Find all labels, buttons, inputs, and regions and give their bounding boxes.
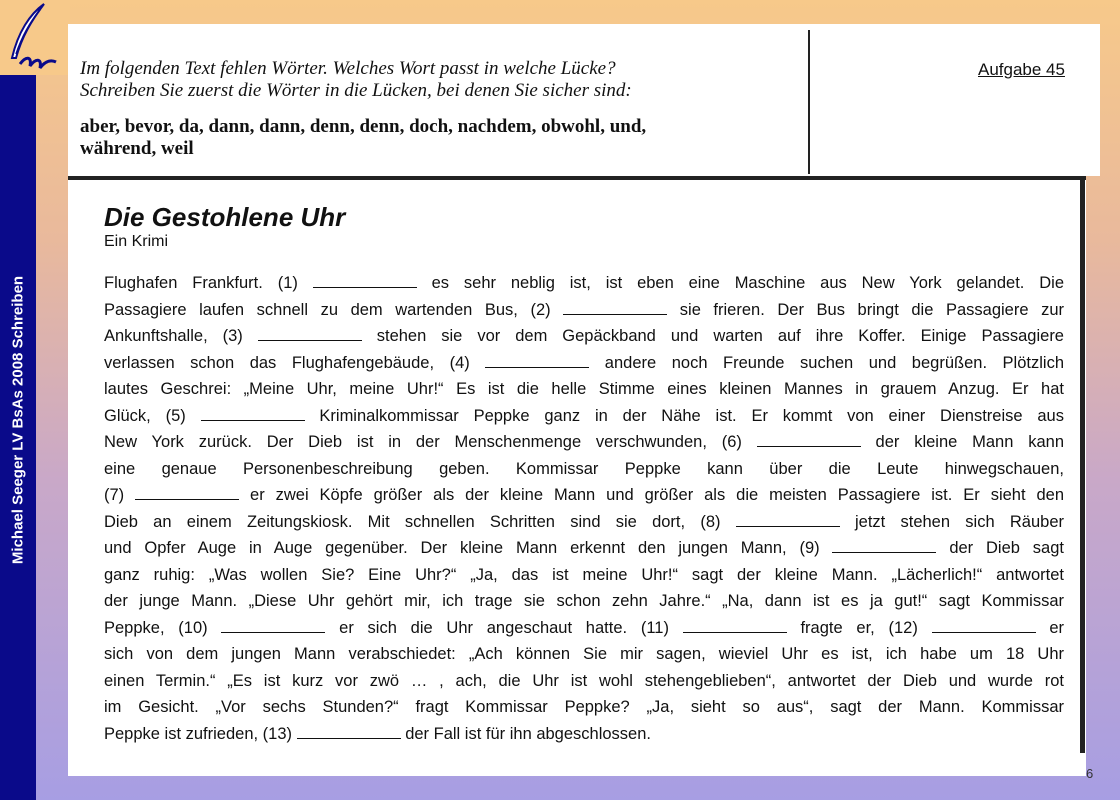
story-text-segment: eine genaue Personenbeschreibung geben. Kommissar Peppke kann über die Leute hinwegschauen, [104,459,1064,478]
sidebar [0,0,36,800]
story-text-segment: es sehr neblig ist, ist eben eine Maschine aus New York gelandet. Die [416,274,1064,292]
gap-blank [258,328,362,341]
story-text-segment: Flughafen Frankfurt. (1) [104,274,313,292]
story-line [104,380,1064,399]
story-line [104,672,1064,691]
story-text-segment: er [1035,618,1065,637]
story-text-segment: jetzt stehen sich Räuber [839,512,1064,531]
story-text-segment: einen Termin.“ „Es ist kurz vor zwö … , ach, die Uhr ist wohl stehengeblieben“, antwortet der Dieb und wurde rot [104,671,1064,690]
story-line [104,274,1064,293]
page-edge-right [1080,178,1085,753]
story-line [104,698,1064,717]
story-line [104,433,1064,452]
story-text-segment: ganz ruhig: „Was wollen Sie? Eine Uhr?“ „Ja, das ist meine Uhr!“ sagt der kleine Mann. „Lächerlich!“ antwortet [104,565,1064,584]
gap-blank [297,726,401,739]
story-line [104,592,1064,611]
story-text-segment: New York zurück. Der Dieb ist in der Menschenmenge verschwunden, (6) [104,433,757,451]
story-title: Die Gestohlene Uhr [104,202,346,232]
story-line [104,486,1064,505]
story-line [104,539,1064,558]
gap-blank [932,620,1036,633]
sidebar-author-text: Michael Seeger LV BsAs 2008 Schreiben [9,275,27,565]
story-line [104,354,1064,373]
story-line [104,725,1064,744]
story-text-segment: sich von dem jungen Mann verabschiedet: „Ach können Sie mir sagen, wieviel Uhr es ist, ich habe um 18 Uhr [104,645,1064,663]
story-line [104,407,1064,426]
quill-logo-icon [0,0,70,75]
story-text-segment: andere noch Freunde suchen und begrüßen. Plötzlich [589,353,1064,372]
story-text-segment: sie frieren. Der Bus bringt die Passagiere zur [667,300,1064,319]
story-panel [68,180,1086,776]
story-text-segment: Passagiere laufen schnell zu dem wartenden Bus, (2) [104,300,564,319]
gap-blank [736,514,840,527]
story-text-segment: der Dieb sagt [936,539,1064,557]
story-line [104,513,1064,532]
story-text-segment: stehen sie vor dem Gepäckband und warten auf ihre Koffer. Einige Passagiere [361,327,1064,345]
story-line [104,566,1064,585]
story-line [104,619,1064,638]
gap-blank [683,620,787,633]
gap-blank [757,434,861,447]
story-text-segment: er zwei Köpfe größer als der kleine Mann und größer als die meisten Passagiere ist. Er sieht den [239,486,1065,504]
story-line [104,460,1064,479]
story-text-segment: Peppke, (10) [104,618,222,637]
gap-blank [313,275,417,288]
gap-blank [221,620,325,633]
story-text-segment: Dieb an einem Zeitungskiosk. Mit schnellen Schritten sind sie dort, (8) [104,512,736,531]
story-text-segment: der junge Mann. „Diese Uhr gehört mir, ich trage sie schon zehn Jahre.“ „Na, dann ist es ja gut!“ sagt Kommissar [104,592,1064,610]
story-subtitle: Ein Krimi [104,233,169,250]
story-text-segment: Glück, (5) [104,406,201,425]
instruction-line-1: Im folgenden Text fehlen Wörter. Welches Wort passt in welche Lücke? [80,58,616,79]
story-text-segment: Ankunftshalle, (3) [104,327,258,345]
story-line [104,645,1064,664]
instruction-line-2: Schreiben Sie zuerst die Wörter in die Lücken, bei denen Sie sicher sind: [80,80,632,101]
page-edge-top [68,176,1086,180]
word-list-line-2: während, weil [80,138,194,159]
story-text-segment: und Opfer Auge in Auge gegenüber. Der kleine Mann erkennt den jungen Mann, (9) [104,539,833,557]
instruction-box [68,30,810,174]
gap-blank [832,540,936,553]
story-line [104,301,1064,320]
story-text-segment: fragte er, (12) [786,618,932,637]
gap-blank [201,408,305,421]
story-text-segment: im Gesicht. „Vor sechs Stunden?“ fragt Kommissar Peppke? „Ja, sieht so aus“, sagt der Mann. Kommissar [104,698,1064,716]
gap-blank [563,302,667,315]
story-text-segment: verlassen schon das Flughafengebäude, (4) [104,353,486,372]
story-text-segment: er sich die Uhr angeschaut hatte. (11) [325,618,683,637]
gap-blank [485,355,589,368]
story-text-segment: der Fall ist für ihn abgeschlossen. [400,724,651,743]
word-list-line-1: aber, bevor, da, dann, dann, denn, denn, doch, nachdem, obwohl, und, [80,116,647,137]
story-text-segment: lautes Geschrei: „Meine Uhr, meine Uhr!“ Es ist die helle Stimme eines kleinen Mannes in grauem Anzug. Er hat [104,380,1064,398]
story-text-segment: Kriminalkommissar Peppke ganz in der Nähe ist. Er kommt von einer Dienstreise aus [304,406,1064,425]
story-line [104,327,1064,346]
story-text-segment: Peppke ist zufrieden, (13) [104,724,297,743]
gap-blank [135,487,239,500]
story-text-segment: der kleine Mann kann [860,433,1064,451]
story-text-segment: (7) [104,486,136,504]
task-label: Aufgabe 45 [978,60,1065,79]
slide-number: 6 [1086,766,1094,781]
